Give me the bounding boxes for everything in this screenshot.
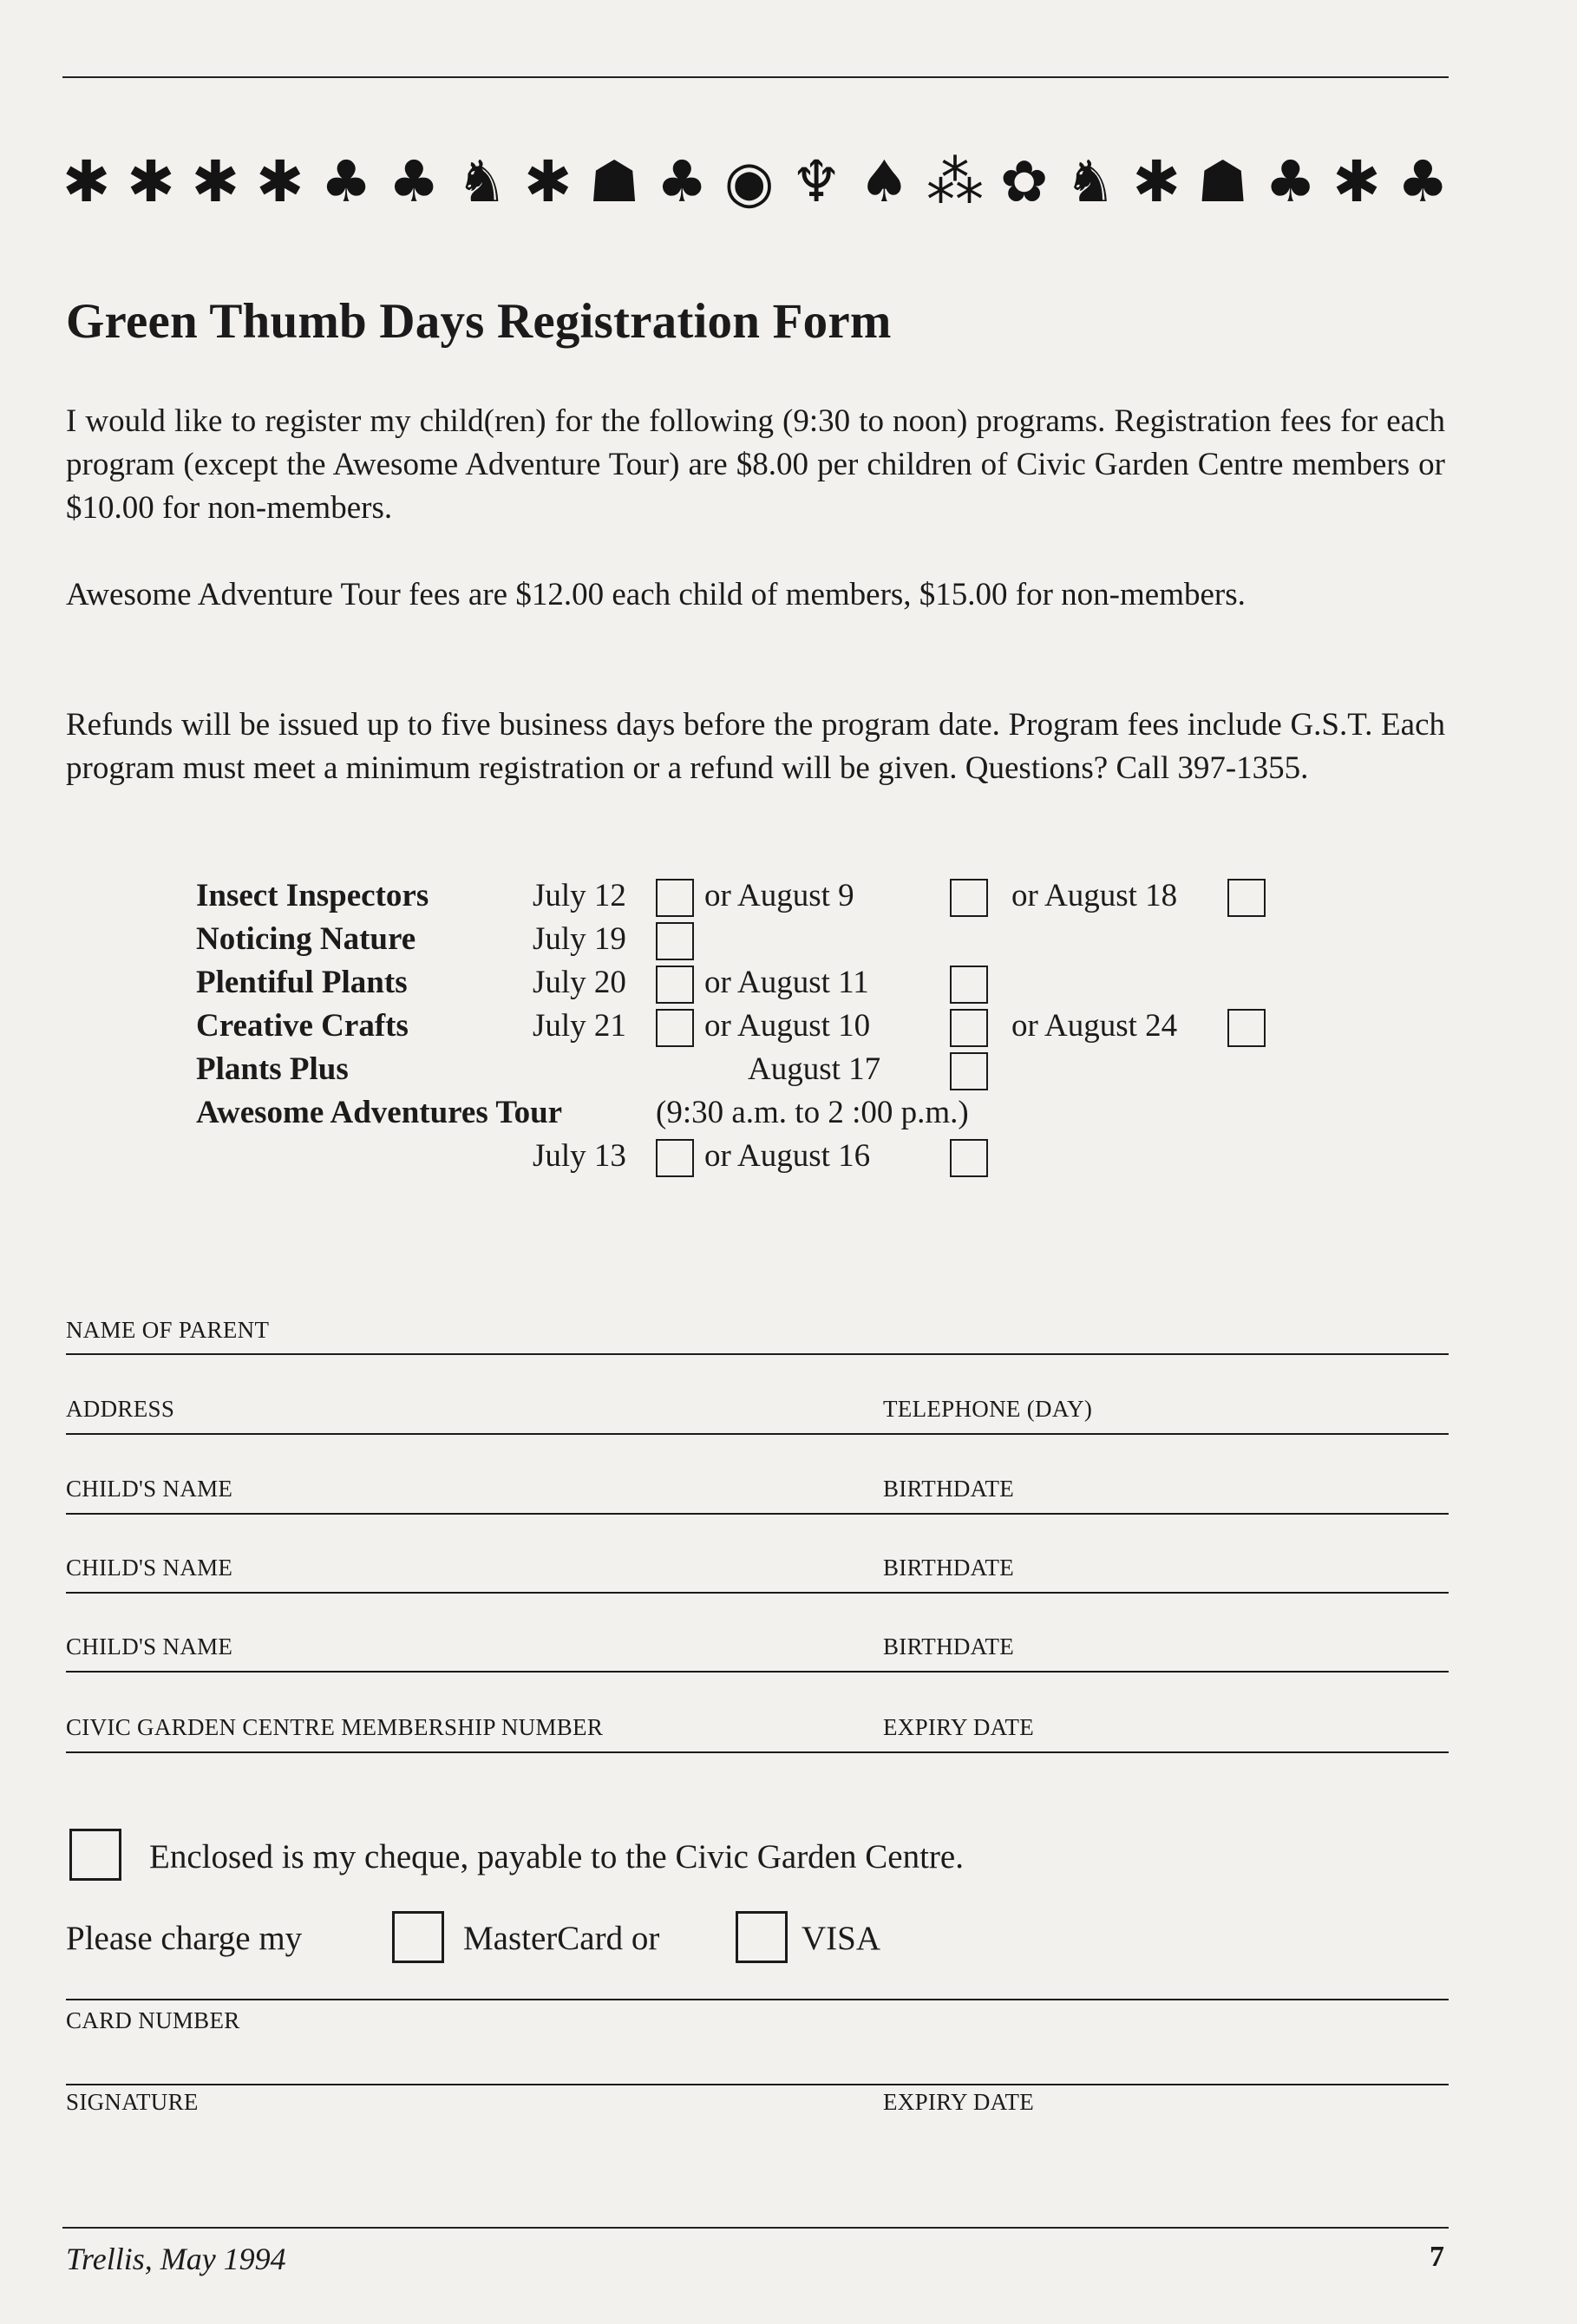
turtle-icon: ☗	[588, 148, 640, 215]
pine-tree-icon: ♠	[858, 148, 910, 215]
checkbox-crafts-aug24[interactable]	[1227, 1009, 1266, 1047]
signature-label: SIGNATURE	[66, 2089, 199, 2115]
checkbox-plantsplus-aug17[interactable]	[950, 1052, 988, 1090]
flower-icon: ✿	[1000, 148, 1049, 215]
date-label: July 21	[533, 1008, 626, 1044]
frog-icon: ♞	[455, 148, 508, 215]
date-label: July 12	[533, 878, 626, 913]
date-label: or August 10	[704, 1008, 871, 1044]
frog-icon: ♞	[1064, 148, 1116, 215]
date-label: or August 24	[1011, 1008, 1178, 1044]
checkbox-visa[interactable]	[736, 1911, 788, 1963]
ant-icon: ✱	[62, 148, 111, 215]
date-label: July 20	[533, 965, 626, 1000]
refunds-paragraph: Refunds will be issued up to five business days before the program date. Program fees include G.S.T. Each program must meet a minimum registration or a refund will be given. Questions? Call 397-1355.	[66, 707, 1445, 786]
child-name-label: CHILD'S NAME	[66, 1633, 233, 1660]
checkbox-insect-aug9[interactable]	[950, 879, 988, 917]
ant-icon: ✱	[256, 148, 304, 215]
checkbox-tour-aug16[interactable]	[950, 1139, 988, 1177]
child2-line[interactable]	[66, 1592, 1449, 1594]
cactus-icon: ♣	[320, 148, 372, 215]
membership-line[interactable]	[66, 1751, 1449, 1753]
palm-icon: ♣	[1265, 148, 1317, 215]
checkbox-insect-july12[interactable]	[656, 879, 694, 917]
date-label: August 17	[748, 1051, 881, 1087]
card-number-line[interactable]	[66, 2084, 1449, 2085]
child-name-label: CHILD'S NAME	[66, 1476, 233, 1502]
date-label: July 13	[533, 1138, 626, 1174]
ant-icon: ✱	[191, 148, 240, 215]
program-plentiful-plants: Plentiful Plants	[196, 965, 408, 1000]
checkbox-nature-july19[interactable]	[656, 922, 694, 960]
page-number: 7	[1430, 2241, 1444, 2273]
telephone-label: TELEPHONE (DAY)	[883, 1396, 1093, 1422]
date-label: or August 9	[704, 878, 854, 913]
membership-number-label: CIVIC GARDEN CENTRE MEMBERSHIP NUMBER	[66, 1714, 604, 1740]
program-insect-inspectors: Insect Inspectors	[196, 878, 429, 913]
child-name-label: CHILD'S NAME	[66, 1555, 233, 1581]
footer-rule	[62, 2227, 1449, 2229]
expiry-date-label: EXPIRY DATE	[883, 1714, 1035, 1740]
address-label: ADDRESS	[66, 1396, 175, 1422]
card-number-label: CARD NUMBER	[66, 2007, 240, 2033]
mastercard-label: MasterCard or	[463, 1920, 660, 1957]
child1-line[interactable]	[66, 1513, 1449, 1515]
eye-icon: ◉	[723, 148, 775, 215]
address-line[interactable]	[66, 1433, 1449, 1435]
ant-icon: ✱	[524, 148, 573, 215]
decorative-border	[62, 130, 1449, 234]
program-noticing-nature: Noticing Nature	[196, 921, 416, 957]
parent-name-line[interactable]	[66, 1353, 1449, 1355]
checkbox-mastercard[interactable]	[392, 1911, 444, 1963]
card-top-line	[66, 1999, 1449, 2000]
cactus-icon: ♣	[388, 148, 440, 215]
birthdate-label: BIRTHDATE	[883, 1555, 1015, 1581]
ant-icon: ✱	[127, 148, 175, 215]
charge-label: Please charge my	[66, 1920, 303, 1957]
form-title: Green Thumb Days Registration Form	[66, 294, 892, 349]
checkbox-plants-aug11[interactable]	[950, 966, 988, 1004]
checkbox-tour-july13[interactable]	[656, 1139, 694, 1177]
cheque-label: Enclosed is my cheque, payable to the Civic Garden Centre.	[149, 1838, 964, 1876]
date-label: or August 16	[704, 1138, 871, 1174]
top-rule	[62, 76, 1449, 78]
expiry-date-label: EXPIRY DATE	[883, 2089, 1035, 2115]
birthdate-label: BIRTHDATE	[883, 1633, 1015, 1660]
program-plants-plus: Plants Plus	[196, 1051, 349, 1087]
checkbox-cheque[interactable]	[69, 1829, 121, 1881]
checkbox-crafts-aug10[interactable]	[950, 1009, 988, 1047]
child3-line[interactable]	[66, 1671, 1449, 1673]
checkbox-crafts-july21[interactable]	[656, 1009, 694, 1047]
turtle-icon: ☗	[1196, 148, 1249, 215]
caterpillar-icon: ⁂	[926, 148, 984, 215]
program-awesome-tour: Awesome Adventures Tour	[196, 1095, 563, 1130]
date-label: or August 11	[704, 965, 869, 1000]
ant-icon: ✱	[1332, 148, 1381, 215]
checkbox-plants-july20[interactable]	[656, 966, 694, 1004]
parent-name-label: NAME OF PARENT	[66, 1317, 270, 1343]
birthdate-label: BIRTHDATE	[883, 1476, 1015, 1502]
checkbox-insect-aug18[interactable]	[1227, 879, 1266, 917]
tour-time: (9:30 a.m. to 2 :00 p.m.)	[656, 1095, 969, 1130]
tour-fees-paragraph: Awesome Adventure Tour fees are $12.00 each child of members, $15.00 for non-members.	[66, 577, 1246, 612]
date-label: or August 18	[1011, 878, 1178, 913]
program-creative-crafts: Creative Crafts	[196, 1008, 409, 1044]
publication-name: Trellis, May 1994	[66, 2242, 286, 2276]
ant-icon: ✱	[1132, 148, 1181, 215]
visa-label: VISA	[802, 1920, 881, 1957]
intro-paragraph: I would like to register my child(ren) for the following (9:30 to noon) programs. Registration fees for each program (except the Awesome Adventure Tour) are $8.00 per children of Civic Garden Centre members or $10.00 for non-members.	[66, 403, 1445, 526]
date-label: July 19	[533, 921, 626, 957]
cactus-icon: ♣	[1397, 148, 1449, 215]
palm-icon: ♣	[656, 148, 708, 215]
crab-icon: ♆	[790, 148, 842, 215]
